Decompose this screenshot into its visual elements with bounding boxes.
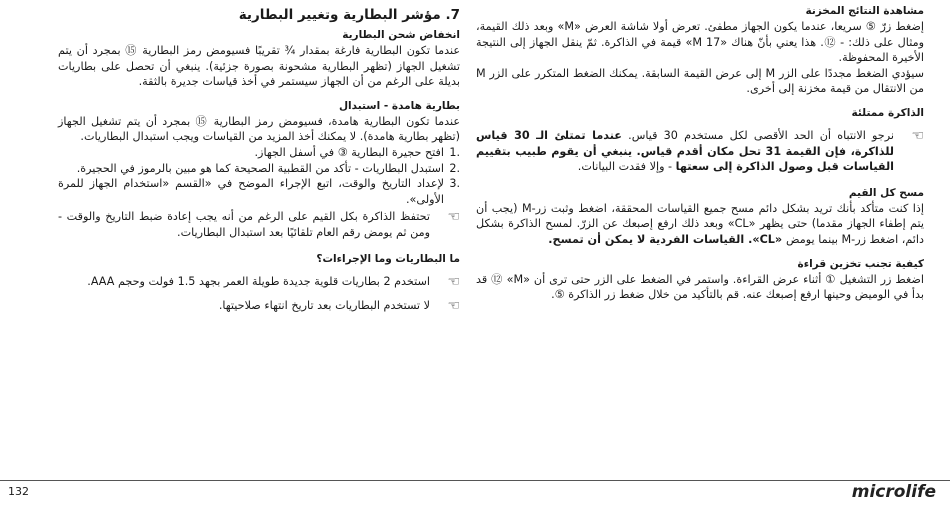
heading-flat-battery: بطارية هامدة - استبدال xyxy=(338,99,460,112)
memory-full-note xyxy=(476,128,924,175)
avoid-storing-paragraph: اضغط زر التشغيل ① أثناء عرض القراءة. واستمر في الضغط على الزر حتى ترى أن «M» ⑫ قد بدأ في الوميض وحينها ارفع إصبعك عنه. قم بالتأكيد من خلال ضغط زر الذاكرة ⑤. xyxy=(476,272,924,302)
right-column xyxy=(476,4,924,303)
step-item: .2 استبدل البطاريات - تأكد من القطبية الصحيحة كما هو مبين بالرموز في الحجيرة. xyxy=(76,161,460,175)
step-item: .3 لإعداد التاريخ والوقت، اتبع الإجراء الموضح في «القسم «استخدام الجهاز للمرة الأولى». xyxy=(58,177,460,206)
memory-full-bold: عندما تمتلئ الـ 30 قياس للذاكرة، فإن القيمة 31 تحل مكان أقدم قياس. ينبغي أن يقوم طبيب بتقييم القياسات قبل وصول الذاكرة إلى سعتها xyxy=(476,128,894,174)
clear-all-paragraph xyxy=(476,201,924,248)
pointing-hand-icon: ☜ xyxy=(447,298,460,315)
memory-full-end: - وإلا فقدت البيانات. xyxy=(577,160,676,174)
pointing-hand-icon: ☜ xyxy=(447,209,460,226)
stored-paragraph-1: إضغط زرّ ⑤ سريعا، عندما يكون الجهاز مطفئ. تعرض أولا شاشة العرض «M» وبعد ذلك القيمة، ومثال على ذلك: - ⑫. هذا يعني بأنّ هناك «M 17» قيمة في الذاكرة. ثمّ ينقل الجهاز إلى النتيجة الأخيرة المحفوظة. xyxy=(476,20,925,65)
stored-paragraph-2: سيؤدي الضغط مجددًا على الزر M إلى عرض القيمة السابقة. يمكنك الضغط المتكرر على الزر M من الانتقال من قيمة مخزنة إلى أخرى. xyxy=(476,66,924,96)
footer-divider xyxy=(0,480,950,481)
flat-battery-paragraph: عندما تكون البطارية هامدة، فسيومض رمز البطارية ⑮ بمجرد أن يتم تشغيل الجهاز (تظهر بطارية هامدة). لا يمكنك أخذ المزيد من القياسات ويجب استبدال البطاريات. xyxy=(58,114,460,144)
heading-memory-full: الذاكرة ممتلئة xyxy=(851,106,924,119)
clear-all-bold: «CL». القياسات الفردية لا يمكن أن تمسح. xyxy=(548,232,787,246)
chapter-title: 7. مؤشر البطارية وتغيير البطارية xyxy=(238,7,460,23)
step-1-text: افتح حجيرة البطارية ③ في أسفل الجهاز. xyxy=(254,145,444,159)
battery-type-note xyxy=(58,274,460,290)
expiry-text: لا تستخدم البطاريات بعد تاريخ انتهاء صلاحيتها. xyxy=(218,299,430,313)
memory-retained-text: تحتفظ الذاكرة بكل القيم على الرغم من أنه يجب إعادة ضبط التاريخ والوقت - ومن ثم يومض رقم العام تلقائيًا بعد استبدال البطاريات. xyxy=(58,210,430,239)
low-battery-paragraph: عندما تكون البطارية فارغة بمقدار ¾ تقريبًا فسيومض رمز البطارية ⑮ بمجرد أن يتم تشغيل الجهاز (تظهر البطارية مشحونة بصورة جزئية). ينبغي أن تحصل على بطاريات بديلة على الرغم من أن الجهاز سيستمر في أخذ قياسات جديرة بالثقة. xyxy=(58,44,460,89)
left-column xyxy=(58,4,460,316)
page-number: 132 xyxy=(8,485,29,498)
brand-logo: microlife xyxy=(851,482,936,502)
expiry-note xyxy=(58,298,460,314)
clear-all-text: إذا كنت متأكد بأنك تريد بشكل دائم مسح جميع القياسات المحققة، اضغط وثبت زر-M (يجب أن يتم إطفاء الجهاز مقدما) حتى يظهر «CL» وبعد ذلك ارفع إصبعك عن الزرّ. لمسح الذاكرة بشكل دائم، اضغط زر-M بينما يومض xyxy=(476,201,924,246)
heading-view-stored: مشاهدة النتائج المخزنة xyxy=(805,5,924,17)
memory-full-text: نرجو الانتباه أن الحد الأقصى لكل مستخدم 30 قياس. xyxy=(621,128,894,142)
step-3-text: لإعداد التاريخ والوقت، اتبع الإجراء الموضح في «القسم «استخدام الجهاز للمرة الأولى». xyxy=(58,177,444,206)
replacement-steps xyxy=(58,145,460,207)
pointing-hand-icon: ☜ xyxy=(911,127,924,144)
step-item: .1 افتح حجيرة البطارية ③ في أسفل الجهاز. xyxy=(254,145,460,159)
heading-clear-all: مسح كل القيم xyxy=(848,186,924,199)
battery-type-text: استخدم 2 بطاريات قلوية جديدة طويلة العمر بجهد 1.5 فولت وحجم AAA. xyxy=(87,274,430,288)
pointing-hand-icon: ☜ xyxy=(447,273,460,290)
heading-low-battery: انخفاض شحن البطارية xyxy=(342,29,460,41)
memory-retained-note xyxy=(58,209,460,240)
heading-avoid-storing: كيفية تجنب تخزين قراءة xyxy=(797,257,924,270)
heading-which-batteries: ما البطاريات وما الإجراءات؟ xyxy=(316,252,460,265)
step-2-text: استبدل البطاريات - تأكد من القطبية الصحيحة كما هو مبين بالرموز في الحجيرة. xyxy=(76,161,444,175)
